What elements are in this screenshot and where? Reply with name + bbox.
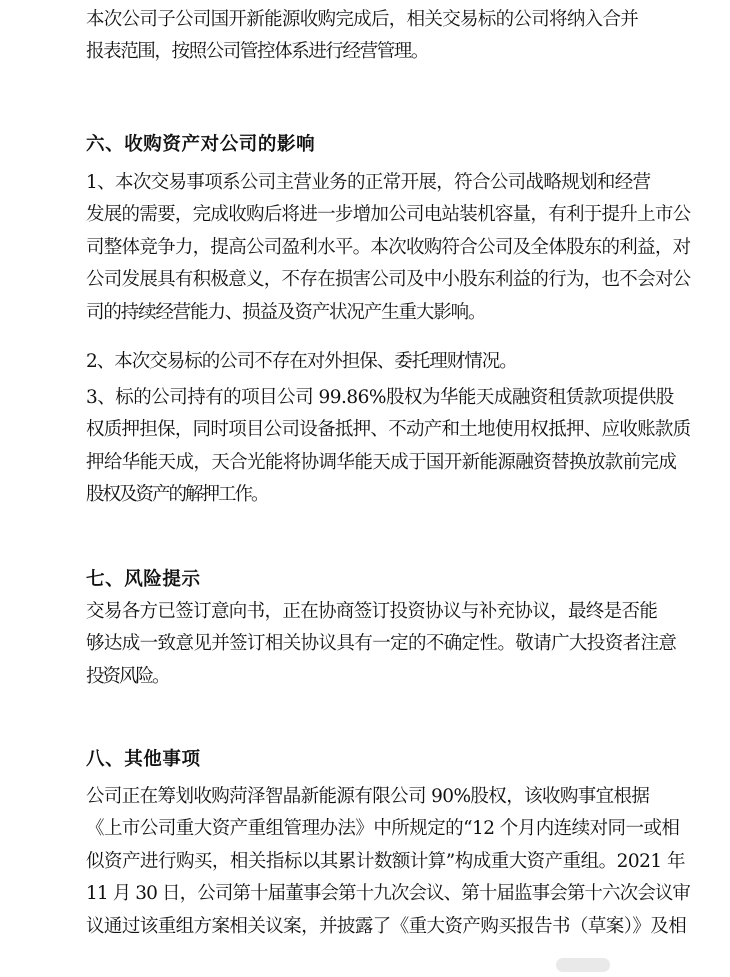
text-line: 股权及资产的解押工作。 xyxy=(86,484,268,506)
text-line: 11 月 30 日，公司第十届董事会第十九次会议、第十届监事会第十六次会议审 xyxy=(86,883,691,905)
text-line: 3、标的公司持有的项目公司 99.86%股权为华能天成融资租赁款项提供股 xyxy=(86,387,674,408)
section-heading-6: 六、收购资产对公司的影响 xyxy=(86,134,316,155)
s6-paragraph-3 xyxy=(0,382,730,512)
text-line: 《上市公司重大资产重组管理办法》中所规定的“12 个月内连续对同一或相 xyxy=(86,818,680,840)
text-line: 公司正在筹划收购菏泽智晶新能源有限公司 90%股权，该收购事宜根据 xyxy=(86,786,650,807)
text-line: 1、本次交易事项系公司主营业务的正常开展，符合公司战略规划和经营 xyxy=(86,172,651,193)
text-line: 似资产进行购买，相关指标以其累计数额计算”构成重大资产重组。2021 年 xyxy=(86,850,686,872)
text-line: 报表范围，按照公司管控体系进行经营管理。 xyxy=(86,41,429,63)
text-line: 交易各方已签订意向书，正在协商签订投资协议与补充协议，最终是否能 xyxy=(86,601,658,622)
s6-paragraph-2 xyxy=(0,346,730,378)
text-line: 公司发展具有积极意义，不存在损害公司及中小股东利益的行为，也不会对公 xyxy=(86,269,691,291)
text-line: 本次公司子公司国开新能源收购完成后，相关交易标的公司将纳入合并 xyxy=(86,9,639,30)
text-line: 够达成一致意见并签订相关协议具有一定的不确定性。敬请广大投资者注意 xyxy=(86,633,677,655)
s7-paragraph-1 xyxy=(0,596,730,693)
text-line: 议通过该重组方案相关议案，并披露了《重大资产购买报告书（草案）》及相 xyxy=(86,915,687,937)
text-line: 权质押担保，同时项目公司设备抵押、不动产和土地使用权抵押、应收账款质 xyxy=(86,419,691,441)
s8-paragraph-1 xyxy=(0,781,730,943)
text-line: 司整体竞争力，提高公司盈利水平。本次收购符合公司及全体股东的利益，对 xyxy=(86,236,691,258)
section-heading-7: 七、风险提示 xyxy=(86,569,201,590)
scan-smudge xyxy=(556,958,610,972)
s6-paragraph-1 xyxy=(0,167,730,329)
text-line: 押给华能天成，天合光能将协调华能天成于国开新能源融资替换放款前完成 xyxy=(86,451,677,473)
text-line: 司的持续经营能力、损益及资产状况产生重大影响。 xyxy=(86,301,486,323)
text-line: 投资风险。 xyxy=(86,665,169,687)
intro-paragraph xyxy=(0,4,730,69)
section-heading-8: 八、其他事项 xyxy=(86,749,201,770)
text-line: 发展的需要，完成收购后将进一步增加公司电站装机容量，有利于提升上市公 xyxy=(86,204,691,226)
text-line: 2、本次交易标的公司不存在对外担保、委托理财情况。 xyxy=(86,351,517,372)
